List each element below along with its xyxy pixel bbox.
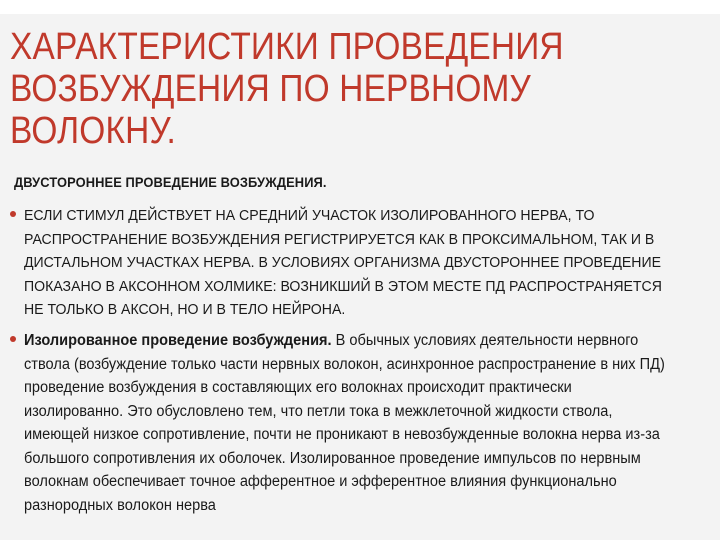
bullet-dot-icon: [10, 336, 16, 342]
bullet-dot-icon: [10, 211, 16, 217]
top-band: [0, 0, 720, 14]
slide-title: ХАРАКТЕРИСТИКИ ПРОВЕДЕНИЯ ВОЗБУЖДЕНИЯ ПО НЕРВНОМУ ВОЛОКНУ.: [10, 26, 564, 152]
bullet-text: ЕСЛИ СТИМУЛ ДЕЙСТВУЕТ НА СРЕДНИЙ УЧАСТОК ИЗОЛИРОВАННОГО НЕРВА, ТО РАСПРОСТРАНЕНИЕ ВОЗБУЖДЕНИЯ РЕГИСТРИРУЕТСЯ КАК В ПРОКСИМАЛЬНОМ, ТАК И В ДИСТАЛЬНОМ УЧАСТКАХ НЕРВА. В УСЛОВИЯХ ОРГАНИЗМА ДВУСТОРОННЕЕ ПРОВЕДЕНИЕ ПОКАЗАНО В АКСОННОМ ХОЛМИКЕ: ВОЗНИКШИЙ В ЭТОМ МЕСТЕ ПД РАСПРОСТРАНЯЕТСЯ НЕ ТОЛЬКО В АКСОН, НО И В ТЕЛО НЕЙРОНА.: [24, 207, 662, 318]
bullet-text: [24, 329, 673, 517]
bullet-body: В обычных условиях деятельности нервного ствола (возбуждение только части нервных волокон, асинхронное распространение в них ПД) проведение возбуждения в составляющих его волокнах происходит практически изолированно. Это обусловлено тем, что петли тока в межклеточной жидкости ствола, имеющей низкое сопротивление, почти не проникают в невозбужденные волокна нерва из-за большого сопротивления их оболочек. Изолированное проведение импульсов по нервным волокнам обеспечивает точное афферентное и эфферентное влияния функционально разнородных волокон нерва: [24, 332, 665, 514]
section-heading: ДВУСТОРОННЕЕ ПРОВЕДЕНИЕ ВОЗБУЖДЕНИЯ.: [14, 174, 327, 190]
bullet-lead: Изолированное проведение возбуждения.: [24, 332, 332, 349]
